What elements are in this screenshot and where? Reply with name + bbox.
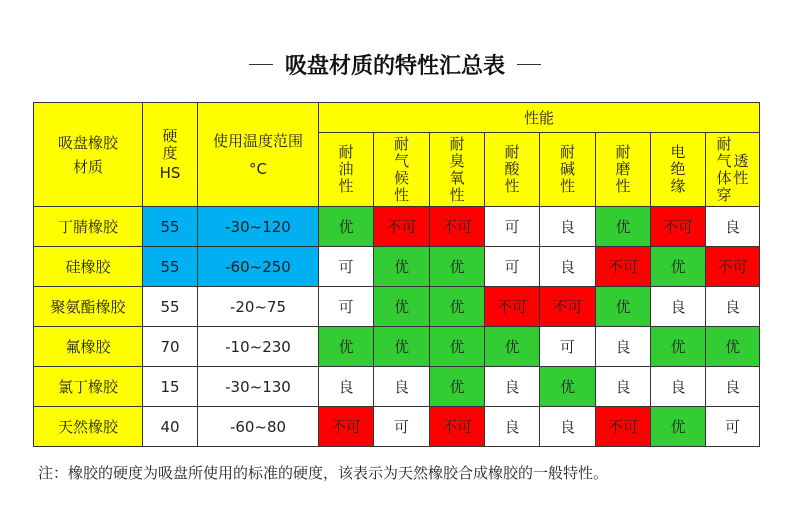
header-property bbox=[485, 133, 540, 207]
header-hardness-char: 度 bbox=[162, 143, 178, 162]
rating-cell: 良 bbox=[651, 367, 706, 407]
rating-cell: 良 bbox=[596, 327, 651, 367]
header-property-char: 耐 bbox=[559, 143, 575, 161]
header-property-char: 耐 bbox=[393, 134, 409, 153]
rating-cell: 良 bbox=[706, 207, 760, 247]
header-property-label bbox=[338, 144, 353, 195]
table-row bbox=[34, 247, 760, 287]
header-hardness-char: 硬 bbox=[162, 126, 178, 145]
rating-cell: 不可 bbox=[651, 207, 706, 247]
material-name: 硅橡胶 bbox=[34, 247, 143, 287]
header-property-char: 耐 bbox=[615, 143, 631, 161]
header-property bbox=[651, 133, 706, 207]
rating-cell: 良 bbox=[540, 207, 596, 247]
rating-cell: 良 bbox=[540, 407, 596, 447]
temperature-range: -30~120 bbox=[198, 207, 319, 247]
hardness-value: 55 bbox=[143, 207, 198, 247]
rating-cell: 良 bbox=[596, 367, 651, 407]
header-property bbox=[430, 133, 485, 207]
rating-cell: 不可 bbox=[485, 287, 540, 327]
header-material bbox=[34, 103, 143, 207]
header-property-char: 油 bbox=[338, 160, 354, 178]
table-row bbox=[34, 367, 760, 407]
header-property-char: 气 bbox=[716, 152, 732, 170]
rating-cell: 优 bbox=[430, 287, 485, 327]
header-property-label bbox=[394, 136, 409, 204]
table-row bbox=[34, 207, 760, 247]
rating-cell: 优 bbox=[374, 247, 430, 287]
header-property-char: 电 bbox=[670, 143, 686, 161]
header-hardness bbox=[143, 103, 198, 207]
header-property-label bbox=[615, 144, 630, 195]
header-property-char: 性 bbox=[504, 177, 520, 195]
rating-cell: 不可 bbox=[706, 247, 760, 287]
header-property-char: 臭 bbox=[449, 151, 465, 170]
header-property-char: 磨 bbox=[615, 160, 631, 178]
temperature-range: -60~80 bbox=[198, 407, 319, 447]
table-row bbox=[34, 287, 760, 327]
material-properties-table bbox=[33, 102, 760, 447]
header-property bbox=[596, 133, 651, 207]
material-name: 聚氨酯橡胶 bbox=[34, 287, 143, 327]
rating-cell: 不可 bbox=[540, 287, 596, 327]
temperature-range: -10~230 bbox=[198, 327, 319, 367]
rating-cell: 良 bbox=[706, 287, 760, 327]
rating-cell: 可 bbox=[706, 407, 760, 447]
rating-cell: 可 bbox=[540, 327, 596, 367]
rating-cell: 优 bbox=[651, 407, 706, 447]
rating-cell: 不可 bbox=[596, 247, 651, 287]
rating-cell: 良 bbox=[651, 287, 706, 327]
rating-cell: 优 bbox=[374, 287, 430, 327]
material-name: 丁腈橡胶 bbox=[34, 207, 143, 247]
header-property-char: 性 bbox=[449, 185, 465, 204]
header-property-char: 气 bbox=[393, 151, 409, 170]
rating-cell: 优 bbox=[430, 327, 485, 367]
header-property bbox=[374, 133, 430, 207]
header-property-char: 缘 bbox=[670, 177, 686, 195]
header-property-char: 碱 bbox=[559, 160, 575, 178]
header-property-char: 性 bbox=[338, 177, 354, 195]
hardness-value: 40 bbox=[143, 407, 198, 447]
rating-cell: 可 bbox=[374, 407, 430, 447]
header-property-char: 性 bbox=[615, 177, 631, 195]
rating-cell: 优 bbox=[706, 327, 760, 367]
rating-cell: 优 bbox=[319, 207, 374, 247]
rating-cell: 可 bbox=[485, 207, 540, 247]
title-text: 吸盘材质的特性汇总表 bbox=[284, 52, 505, 79]
rating-cell: 良 bbox=[485, 367, 540, 407]
rating-cell: 良 bbox=[374, 367, 430, 407]
material-name: 天然橡胶 bbox=[34, 407, 143, 447]
table-title bbox=[0, 44, 790, 84]
rating-cell: 不可 bbox=[319, 407, 374, 447]
temperature-range: -60~250 bbox=[198, 247, 319, 287]
rating-cell: 可 bbox=[319, 287, 374, 327]
rating-cell: 优 bbox=[485, 327, 540, 367]
header-temperature bbox=[198, 103, 319, 207]
rating-cell: 良 bbox=[706, 367, 760, 407]
rating-cell: 不可 bbox=[596, 407, 651, 447]
header-property-label bbox=[504, 144, 519, 195]
header-property-char: 体 bbox=[716, 169, 732, 187]
header-property-column bbox=[716, 136, 731, 204]
header-property-char: 酸 bbox=[504, 160, 520, 178]
material-name: 氯丁橡胶 bbox=[34, 367, 143, 407]
rating-cell: 可 bbox=[485, 247, 540, 287]
header-property-char: 耐 bbox=[504, 143, 520, 161]
title-dash-right bbox=[517, 64, 541, 65]
header-property-char: 耐 bbox=[338, 143, 354, 161]
title-dash-left bbox=[249, 64, 273, 65]
header-material-line2: 材质 bbox=[72, 157, 103, 176]
temperature-range: -20~75 bbox=[198, 287, 319, 327]
rating-cell: 优 bbox=[430, 247, 485, 287]
header-property-char: 穿 bbox=[716, 186, 732, 204]
header-property-char: 性 bbox=[559, 177, 575, 195]
hardness-value: 55 bbox=[143, 287, 198, 327]
header-temperature-unit: °C bbox=[249, 159, 267, 178]
header-property-label bbox=[670, 144, 685, 195]
footnote: 注：橡胶的硬度为吸盘所使用的标准的硬度，该表示为天然橡胶合成橡胶的一般特性。 bbox=[38, 464, 609, 482]
header-property-char: 性 bbox=[393, 185, 409, 204]
rating-cell: 不可 bbox=[374, 207, 430, 247]
temperature-range: -30~130 bbox=[198, 367, 319, 407]
rating-cell: 优 bbox=[596, 207, 651, 247]
rating-cell: 良 bbox=[485, 407, 540, 447]
rating-cell: 优 bbox=[540, 367, 596, 407]
rating-cell: 不可 bbox=[430, 407, 485, 447]
hardness-value: 55 bbox=[143, 247, 198, 287]
material-name: 氟橡胶 bbox=[34, 327, 143, 367]
header-property-char: 候 bbox=[393, 168, 409, 187]
rating-cell: 良 bbox=[540, 247, 596, 287]
header-property-label bbox=[560, 144, 575, 195]
rating-cell: 良 bbox=[319, 367, 374, 407]
header-property bbox=[540, 133, 596, 207]
rating-cell: 优 bbox=[651, 327, 706, 367]
header-property-char: 性 bbox=[733, 169, 749, 187]
table-row bbox=[34, 327, 760, 367]
header-property-char: 绝 bbox=[670, 160, 686, 178]
header-temperature-label: 使用温度范围 bbox=[212, 131, 303, 150]
header-property-char: 透 bbox=[733, 152, 749, 170]
rating-cell: 不可 bbox=[430, 207, 485, 247]
hardness-value: 15 bbox=[143, 367, 198, 407]
header-property-char: 耐 bbox=[449, 134, 465, 153]
header-property-gas-permeability bbox=[706, 133, 760, 207]
header-material-line1: 吸盘橡胶 bbox=[57, 133, 118, 152]
rating-cell: 优 bbox=[651, 247, 706, 287]
rating-cell: 可 bbox=[319, 247, 374, 287]
rating-cell: 优 bbox=[374, 327, 430, 367]
table-row bbox=[34, 407, 760, 447]
rating-cell: 优 bbox=[319, 327, 374, 367]
header-property-column bbox=[734, 153, 749, 187]
header-property-label bbox=[449, 136, 464, 204]
header-property-char: 氧 bbox=[449, 168, 465, 187]
rating-cell: 优 bbox=[596, 287, 651, 327]
header-property bbox=[319, 133, 374, 207]
header-performance: 性能 bbox=[319, 103, 760, 133]
rating-cell: 优 bbox=[430, 367, 485, 407]
header-property-char: 耐 bbox=[716, 135, 732, 153]
header-hardness-unit: HS bbox=[159, 163, 181, 182]
hardness-value: 70 bbox=[143, 327, 198, 367]
